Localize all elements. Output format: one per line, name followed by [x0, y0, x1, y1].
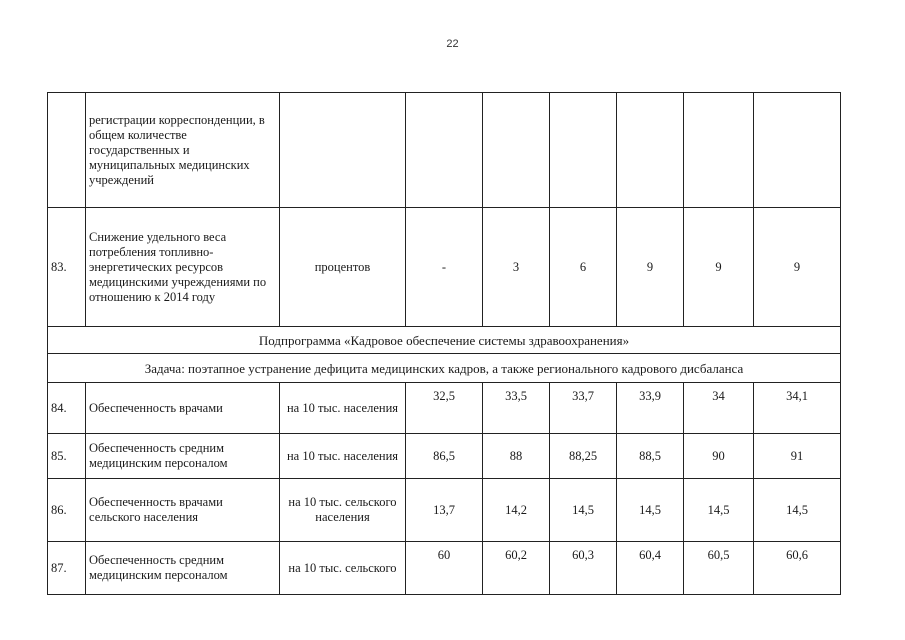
value-cell: 32,5	[406, 383, 483, 434]
indicator-name: Обеспеченность средним медицинским персоналом	[86, 542, 280, 595]
value-cell: 60	[406, 542, 483, 595]
indicators-table	[47, 92, 841, 595]
value-cell: 6	[550, 208, 617, 327]
table-row	[48, 479, 841, 542]
unit-cell: процентов	[280, 208, 406, 327]
value-cell: 60,4	[617, 542, 684, 595]
value-cell: 90	[684, 434, 754, 479]
value-cell: 9	[617, 208, 684, 327]
table-row	[48, 93, 841, 208]
value-cell	[483, 93, 550, 208]
value-cell: 86,5	[406, 434, 483, 479]
value-cell: 14,2	[483, 479, 550, 542]
table-row	[48, 208, 841, 327]
value-cell: 88	[483, 434, 550, 479]
indicator-name: Обеспеченность врачами	[86, 383, 280, 434]
row-number: 83.	[48, 208, 86, 327]
value-cell: 14,5	[550, 479, 617, 542]
value-cell: 33,9	[617, 383, 684, 434]
value-cell	[684, 93, 754, 208]
value-cell: 34,1	[754, 383, 841, 434]
value-cell: 9	[684, 208, 754, 327]
row-number: 86.	[48, 479, 86, 542]
indicator-name: Снижение удельного веса потребления топливно-энергетических ресурсов медицинскими учреждениями по отношению к 2014 году	[86, 208, 280, 327]
value-cell: 60,2	[483, 542, 550, 595]
page-number: 22	[446, 38, 459, 50]
task-title: Задача: поэтапное устранение дефицита медицинских кадров, а также регионального кадрового дисбаланса	[48, 354, 841, 383]
row-number: 84.	[48, 383, 86, 434]
table-row	[48, 383, 841, 434]
value-cell: 60,6	[754, 542, 841, 595]
value-cell: 88,25	[550, 434, 617, 479]
value-cell: 34	[684, 383, 754, 434]
indicator-name: Обеспеченность врачами сельского населения	[86, 479, 280, 542]
row-number: 87.	[48, 542, 86, 595]
value-cell: 3	[483, 208, 550, 327]
unit-cell: на 10 тыс. населения	[280, 383, 406, 434]
value-cell: 14,5	[684, 479, 754, 542]
value-cell: 13,7	[406, 479, 483, 542]
value-cell	[406, 93, 483, 208]
row-number: 85.	[48, 434, 86, 479]
unit-cell: на 10 тыс. населения	[280, 434, 406, 479]
unit-cell	[280, 93, 406, 208]
table-row	[48, 434, 841, 479]
table-row	[48, 354, 841, 383]
value-cell: 14,5	[754, 479, 841, 542]
value-cell: 14,5	[617, 479, 684, 542]
value-cell: 9	[754, 208, 841, 327]
unit-cell: на 10 тыс. сельского населения	[280, 479, 406, 542]
table-row	[48, 327, 841, 354]
indicator-name: Обеспеченность средним медицинским персоналом	[86, 434, 280, 479]
subprogram-title: Подпрограмма «Кадровое обеспечение системы здравоохранения»	[48, 327, 841, 354]
value-cell: 60,3	[550, 542, 617, 595]
value-cell: 91	[754, 434, 841, 479]
row-number	[48, 93, 86, 208]
table-row	[48, 542, 841, 595]
value-cell	[550, 93, 617, 208]
value-cell	[754, 93, 841, 208]
value-cell: -	[406, 208, 483, 327]
unit-cell: на 10 тыс. сельского	[280, 542, 406, 595]
value-cell	[617, 93, 684, 208]
value-cell: 88,5	[617, 434, 684, 479]
value-cell: 33,7	[550, 383, 617, 434]
value-cell: 33,5	[483, 383, 550, 434]
value-cell: 60,5	[684, 542, 754, 595]
indicator-name: регистрации корреспонденции, в общем количестве государственных и муниципальных медицинских учреждений	[86, 93, 280, 208]
